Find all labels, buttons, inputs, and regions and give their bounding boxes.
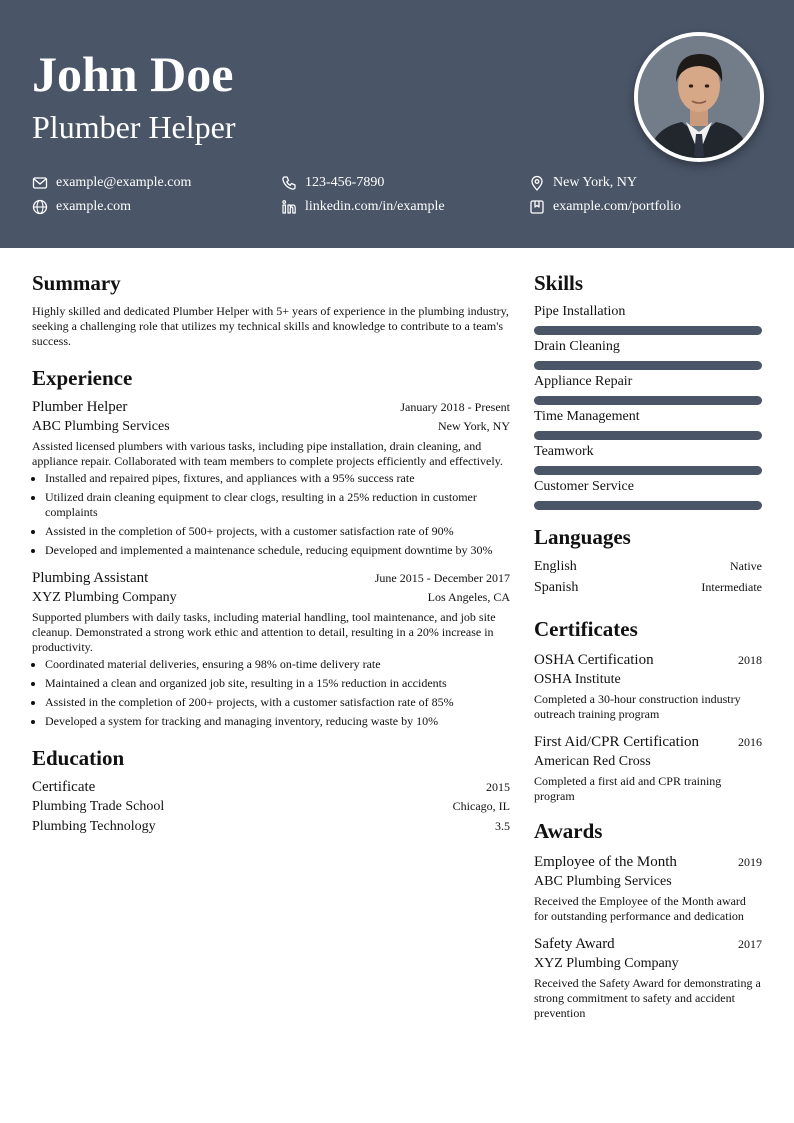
- mail-icon: [32, 175, 48, 191]
- job-dates: January 2018 - Present: [400, 400, 510, 414]
- award-description: Received the Employee of the Month award for outstanding performance and dedication: [534, 894, 746, 923]
- summary-text: Highly skilled and dedicated Plumber Helper with 5+ years of experience in the plumbing industry, seeking a challenging role that utilizes my technical skills and knowledge to contribute to a team's success.: [32, 304, 509, 348]
- achievement-item: • Assisted in the completion of 200+ projects, with a customer satisfaction rate of 85%: [45, 695, 510, 710]
- skill-item: [534, 407, 762, 440]
- award-item: [534, 934, 762, 1021]
- candidate-name: John Doe: [32, 46, 234, 102]
- achievement-item: • Developed a system for tracking and managing inventory, reducing waste by 10%: [45, 714, 510, 729]
- skills-heading: Skills: [534, 271, 584, 295]
- achievement-item: • Utilized drain cleaning equipment to clear clogs, resulting in a 25% reduction in customer complaints: [45, 490, 510, 520]
- language-level: Native: [730, 559, 762, 573]
- certificates-section: [534, 616, 762, 804]
- contact-phone[interactable]: [281, 172, 384, 194]
- skill-bar: [534, 501, 762, 510]
- contact-website[interactable]: [32, 196, 131, 218]
- award-item: [534, 852, 762, 924]
- certificate-description: Completed a first aid and CPR training program: [534, 774, 722, 803]
- contact-email-text: example@example.com: [56, 175, 192, 190]
- summary-section: [32, 270, 510, 349]
- profile-photo: [634, 32, 764, 162]
- job-entry: [32, 568, 510, 729]
- job-achievements: [32, 471, 510, 558]
- certificate-item: [534, 650, 762, 722]
- experience-heading: Experience: [32, 366, 133, 390]
- awards-heading: Awards: [534, 819, 603, 843]
- job-description: Supported plumbers with daily tasks, including material handling, tool maintenance, and job site cleanup. Demonstrated a strong work ethic and attention to detail, resulting in a 20% increase in productivity.: [32, 610, 496, 654]
- skill-name: Customer Service: [534, 479, 634, 494]
- awards-section: [534, 818, 762, 1021]
- job-achievements: [32, 657, 510, 729]
- job-title: Plumbing Assistant: [32, 570, 149, 586]
- award-issuer: ABC Plumbing Services: [534, 874, 672, 889]
- skill-item: [534, 372, 762, 405]
- certificate-title: First Aid/CPR Certification: [534, 734, 700, 750]
- contact-phone-text: 123-456-7890: [305, 175, 385, 190]
- skills-section: [534, 270, 762, 510]
- languages-heading: Languages: [534, 525, 631, 549]
- achievement-item: • Developed and implemented a maintenance schedule, reducing equipment downtime by 30%: [45, 543, 510, 558]
- certificates-heading: Certificates: [534, 617, 638, 641]
- contact-location-text: New York, NY: [553, 175, 638, 190]
- contact-location: [529, 172, 637, 194]
- location-icon: [529, 175, 545, 191]
- skill-bar: [534, 396, 762, 405]
- skills-list: [534, 302, 762, 510]
- language-name: Spanish: [534, 580, 579, 595]
- award-year: 2019: [738, 855, 762, 869]
- job-entry: [32, 397, 510, 558]
- job-location: Los Angeles, CA: [427, 590, 510, 604]
- job-title: Plumber Helper: [32, 399, 128, 415]
- skill-name: Teamwork: [534, 444, 594, 459]
- skill-item: [534, 477, 762, 510]
- achievement-item: • Maintained a clean and organized job site, resulting in a 15% reduction in accidents: [45, 676, 510, 691]
- language-item: [534, 556, 762, 577]
- education-location: Chicago, IL: [452, 799, 510, 813]
- award-title: Employee of the Month: [534, 854, 677, 870]
- languages-section: [534, 524, 762, 598]
- skill-item: [534, 337, 762, 370]
- summary-heading: Summary: [32, 271, 121, 295]
- language-item: [534, 577, 762, 598]
- language-name: English: [534, 559, 577, 574]
- education-year: 2015: [486, 780, 510, 794]
- education-field: Plumbing Technology: [32, 819, 156, 834]
- job-company: XYZ Plumbing Company: [32, 590, 177, 605]
- education-heading: Education: [32, 746, 125, 770]
- side-column: [534, 270, 762, 1021]
- education-degree: Certificate: [32, 779, 96, 795]
- certificate-year: 2018: [738, 653, 762, 667]
- job-company: ABC Plumbing Services: [32, 419, 170, 434]
- award-year: 2017: [738, 937, 762, 951]
- contact-linkedin[interactable]: [281, 196, 445, 218]
- contact-website-text: example.com: [56, 199, 132, 214]
- job-description: Assisted licensed plumbers with various tasks, including pipe installation, drain cleaning, and appliance repair. Collaborated with team members to complete projects efficiently and effectively.: [32, 439, 503, 468]
- experience-section: [32, 365, 510, 729]
- globe-icon: [32, 199, 48, 215]
- phone-icon: [281, 175, 297, 191]
- linkedin-icon: [281, 199, 297, 215]
- contact-portfolio[interactable]: [529, 196, 681, 218]
- resume-header: [0, 0, 794, 248]
- certificate-issuer: OSHA Institute: [534, 672, 621, 687]
- skill-name: Drain Cleaning: [534, 339, 620, 354]
- achievement-item: • Assisted in the completion of 500+ projects, with a customer satisfaction rate of 90%: [45, 524, 510, 539]
- skill-item: [534, 302, 762, 335]
- award-description: Received the Safety Award for demonstrating a strong commitment to safety and accident prevention: [534, 976, 761, 1020]
- award-title: Safety Award: [534, 936, 615, 952]
- certificate-title: OSHA Certification: [534, 652, 654, 668]
- candidate-title: Plumber Helper: [32, 109, 236, 145]
- main-column: [32, 270, 510, 837]
- job-dates: June 2015 - December 2017: [374, 571, 510, 585]
- education-gpa: 3.5: [495, 819, 510, 833]
- education-section: [32, 745, 510, 837]
- contact-email[interactable]: [32, 172, 191, 194]
- certificate-year: 2016: [738, 735, 762, 749]
- language-level: Intermediate: [701, 580, 762, 594]
- certificate-issuer: American Red Cross: [534, 754, 651, 769]
- achievement-item: • Installed and repaired pipes, fixtures, and appliances with a 95% success rate: [45, 471, 510, 486]
- skill-bar: [534, 326, 762, 335]
- skill-bar: [534, 466, 762, 475]
- job-location: New York, NY: [437, 419, 510, 433]
- skill-item: [534, 442, 762, 475]
- skill-name: Pipe Installation: [534, 304, 626, 319]
- certificate-item: [534, 732, 762, 804]
- certificate-description: Completed a 30-hour construction industry outreach training program: [534, 692, 741, 721]
- skill-bar: [534, 361, 762, 370]
- skill-name: Time Management: [534, 409, 640, 424]
- achievement-item: • Coordinated material deliveries, ensuring a 98% on-time delivery rate: [45, 657, 510, 672]
- skill-name: Appliance Repair: [534, 374, 633, 389]
- contact-linkedin-text: linkedin.com/in/example: [305, 199, 445, 214]
- portfolio-icon: [529, 199, 545, 215]
- award-issuer: XYZ Plumbing Company: [534, 956, 679, 971]
- contact-portfolio-text: example.com/portfolio: [553, 199, 681, 214]
- education-school: Plumbing Trade School: [32, 799, 165, 814]
- skill-bar: [534, 431, 762, 440]
